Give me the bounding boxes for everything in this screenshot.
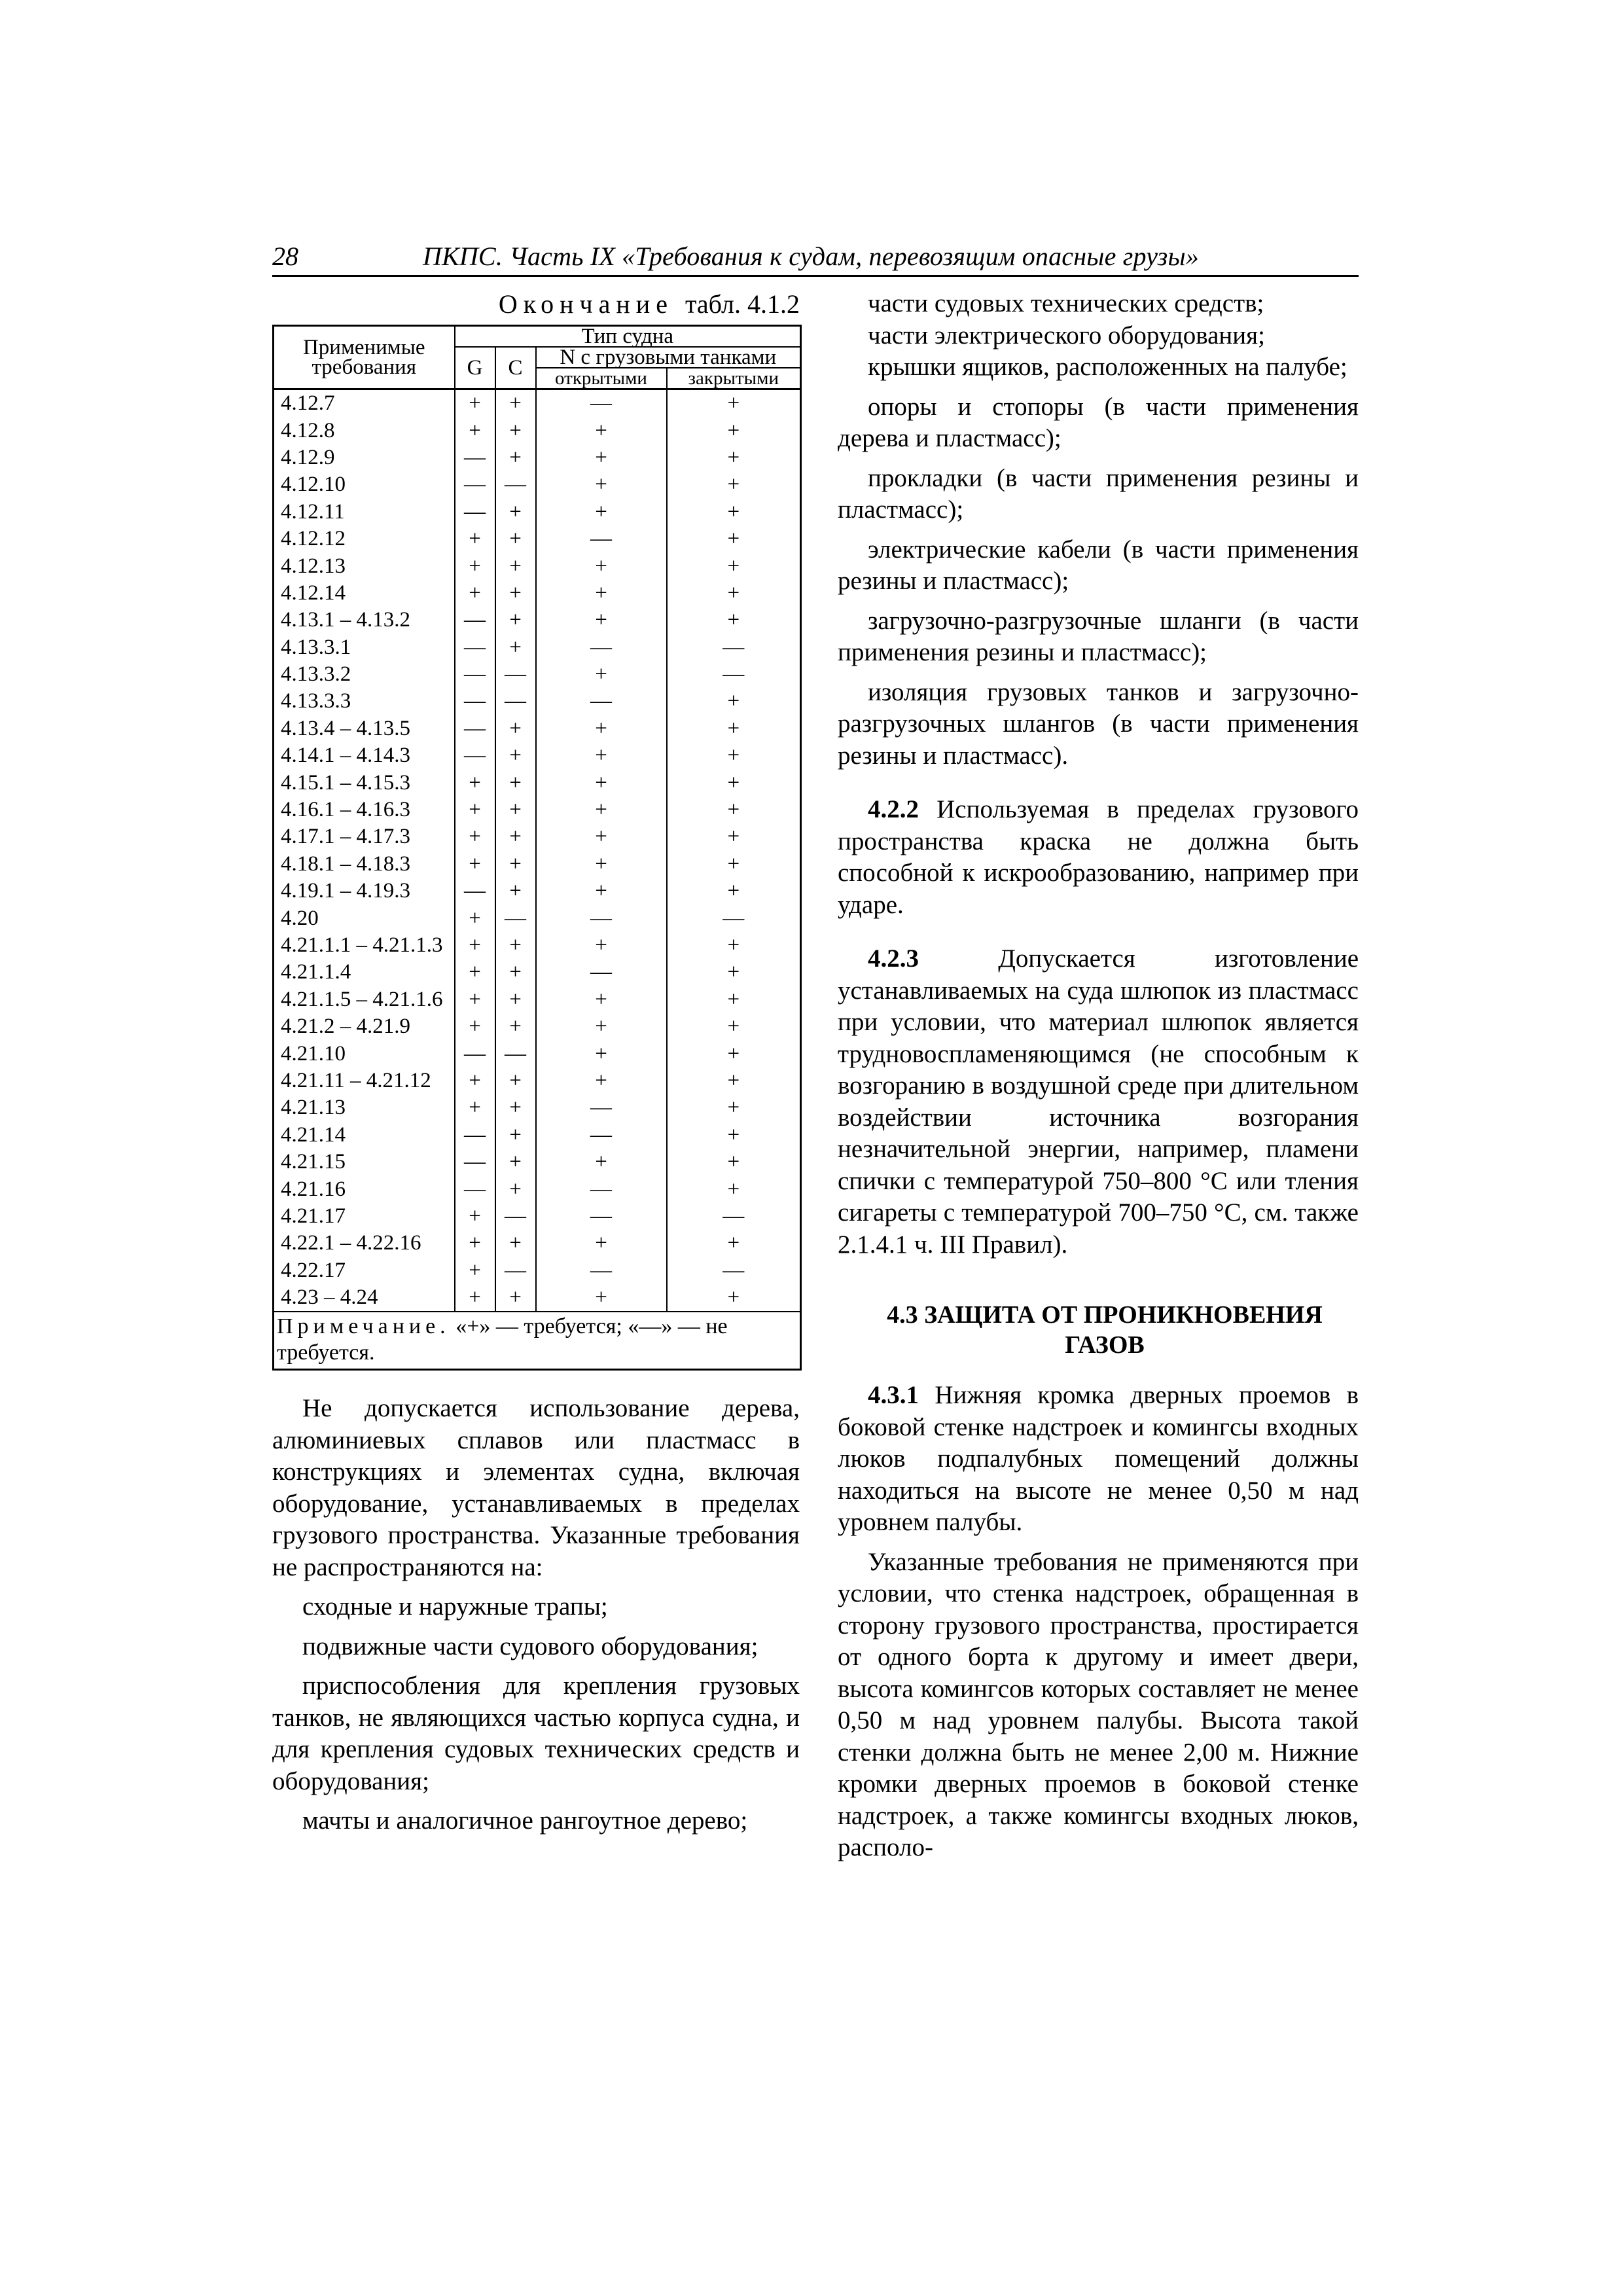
table-row [274, 1013, 801, 1040]
table-row [274, 769, 801, 796]
cell-c: + [495, 1149, 536, 1175]
cell-closed: + [667, 986, 801, 1013]
cell-c: + [495, 526, 536, 552]
cell-g: + [455, 823, 495, 850]
cell-c: + [495, 742, 536, 769]
table-row [274, 823, 801, 850]
cell-code: 4.20 [274, 905, 455, 931]
cell-g: — [455, 444, 495, 471]
cell-code: 4.14.1 – 4.14.3 [274, 742, 455, 769]
exception-item: изоляция грузовых танков и загрузочно-разгрузочных шлангов (в части применения резины и пластмасс). [838, 677, 1359, 770]
cell-g: + [455, 932, 495, 959]
cell-c: + [495, 1094, 536, 1121]
cell-open: — [536, 1122, 667, 1149]
cell-g: + [455, 580, 495, 607]
table-note-text: «+» — требуется; «—» — не требуется. [277, 1314, 728, 1365]
running-header [272, 237, 1359, 277]
cell-code: 4.12.9 [274, 444, 455, 471]
cell-g: — [455, 715, 495, 742]
cell-g: — [455, 742, 495, 769]
running-title: ПКПС. Часть IX «Требования к судам, перевозящим опасные грузы» [423, 242, 1199, 271]
cell-code: 4.16.1 – 4.16.3 [274, 797, 455, 823]
cell-closed: + [667, 607, 801, 634]
cell-code: 4.19.1 – 4.19.3 [274, 878, 455, 905]
table-row [274, 1067, 801, 1094]
cell-g: + [455, 1257, 495, 1284]
table-row [274, 797, 801, 823]
exception-item: части электрического оборудования; [868, 321, 1265, 350]
table-row [274, 661, 801, 688]
header-c: C [495, 347, 536, 389]
cell-code: 4.21.16 [274, 1175, 455, 1202]
table-row [274, 471, 801, 498]
cell-open: + [536, 661, 667, 688]
cell-c: + [495, 959, 536, 986]
cell-c: + [495, 932, 536, 959]
table-row [274, 1094, 801, 1121]
cell-closed: + [667, 823, 801, 850]
cell-g: — [455, 607, 495, 634]
requirements-table [272, 325, 802, 1371]
exception-item: подвижные части судового оборудования; [302, 1632, 758, 1660]
cell-code: 4.15.1 – 4.15.3 [274, 769, 455, 796]
cell-c: + [495, 607, 536, 634]
cell-code: 4.21.11 – 4.21.12 [274, 1067, 455, 1094]
cell-closed: — [667, 1203, 801, 1230]
cell-g: + [455, 959, 495, 986]
cell-code: 4.12.14 [274, 580, 455, 607]
table-row [274, 417, 801, 444]
table-row [274, 715, 801, 742]
cell-code: 4.18.1 – 4.18.3 [274, 851, 455, 878]
cell-c: + [495, 851, 536, 878]
right-column [838, 288, 1359, 1864]
cell-open: — [536, 634, 667, 661]
header-vessel-type: Тип судна [455, 326, 801, 348]
cell-code: 4.13.3.2 [274, 661, 455, 688]
cell-g: + [455, 1094, 495, 1121]
cell-g: — [455, 634, 495, 661]
intro-paragraph: Не допускается использование дерева, алюминиевых сплавов или пластмасс в конструкциях и элементах судна, включая оборудование, устанавливаемых в пределах грузового пространства. Указанные требования не распространяются на: [272, 1394, 800, 1581]
exception-item: мачты и аналогичное рангоутное дерево; [302, 1806, 748, 1835]
cell-c: + [495, 986, 536, 1013]
table-row [274, 851, 801, 878]
cell-g: + [455, 552, 495, 579]
cell-open: — [536, 526, 667, 552]
cell-g: + [455, 417, 495, 444]
cell-open: + [536, 1067, 667, 1094]
cell-open: + [536, 580, 667, 607]
exception-item: части судовых технических средств; [868, 289, 1264, 317]
table-row [274, 905, 801, 931]
cell-g: + [455, 1013, 495, 1040]
cell-closed: + [667, 580, 801, 607]
cell-open: + [536, 471, 667, 498]
cell-closed: + [667, 1175, 801, 1202]
cell-g: + [455, 986, 495, 1013]
cell-g: + [455, 797, 495, 823]
cell-code: 4.13.3.3 [274, 688, 455, 715]
cell-open: — [536, 1257, 667, 1284]
cell-open: + [536, 878, 667, 905]
table-row [274, 552, 801, 579]
cell-open: + [536, 1149, 667, 1175]
cell-code: 4.12.7 [274, 389, 455, 418]
cell-closed: + [667, 959, 801, 986]
cell-open: + [536, 1284, 667, 1312]
exception-item: загрузочно-разгрузочные шланги (в части применения резины и пластмасс); [838, 606, 1359, 666]
paragraph-4-3-1 [838, 1380, 1359, 1539]
table-caption-lead: Окончание [498, 289, 673, 319]
table-row [274, 986, 801, 1013]
cell-closed: — [667, 1257, 801, 1284]
left-column [272, 288, 800, 1837]
header-applicable: Применимые требования [274, 326, 455, 389]
cell-c: — [495, 1203, 536, 1230]
cell-g: — [455, 1175, 495, 1202]
cell-g: + [455, 769, 495, 796]
cell-open: + [536, 769, 667, 796]
cell-g: — [455, 1122, 495, 1149]
cell-code: 4.13.4 – 4.13.5 [274, 715, 455, 742]
cell-c: + [495, 878, 536, 905]
cell-open: + [536, 851, 667, 878]
cell-closed: + [667, 1013, 801, 1040]
paragraph-number: 4.2.2 [868, 795, 919, 823]
cell-code: 4.21.1.1 – 4.21.1.3 [274, 932, 455, 959]
header-closed: закрытыми [667, 368, 801, 389]
cell-closed: + [667, 1094, 801, 1121]
table-body [274, 389, 801, 1312]
table-row [274, 526, 801, 552]
cell-code: 4.22.17 [274, 1257, 455, 1284]
cell-open: + [536, 823, 667, 850]
cell-code: 4.13.3.1 [274, 634, 455, 661]
table-row [274, 389, 801, 418]
cell-closed: + [667, 1284, 801, 1312]
cell-closed: + [667, 499, 801, 526]
header-g: G [455, 347, 495, 389]
table-row [274, 1230, 801, 1257]
cell-c: — [495, 688, 536, 715]
cell-c: + [495, 499, 536, 526]
cell-g: + [455, 905, 495, 931]
cell-code: 4.21.2 – 4.21.9 [274, 1013, 455, 1040]
cell-closed: + [667, 526, 801, 552]
cell-closed: — [667, 661, 801, 688]
section-heading: 4.3 ЗАЩИТА ОТ ПРОНИКНОВЕНИЯ ГАЗОВ [887, 1301, 1323, 1359]
cell-c: + [495, 715, 536, 742]
cell-closed: + [667, 797, 801, 823]
cell-open: + [536, 1013, 667, 1040]
header-n-tanks: N с грузовыми танками [536, 347, 801, 368]
cell-closed: + [667, 715, 801, 742]
cell-c: + [495, 769, 536, 796]
cell-g: — [455, 1149, 495, 1175]
cell-c: + [495, 444, 536, 471]
cell-g: — [455, 471, 495, 498]
cell-closed: + [667, 1122, 801, 1149]
cell-code: 4.12.10 [274, 471, 455, 498]
cell-g: + [455, 1230, 495, 1257]
table-row [274, 499, 801, 526]
cell-code: 4.21.17 [274, 1203, 455, 1230]
cell-closed: + [667, 1040, 801, 1067]
cell-c: + [495, 634, 536, 661]
table-row [274, 742, 801, 769]
cell-open: + [536, 1230, 667, 1257]
paragraph-text: Нижняя кромка дверных проемов в боковой стенке надстроек и комингсы входных люков подпалубных помещений должны находиться на высоте не менее 0,50 м над уровнем палубы. [838, 1381, 1359, 1536]
cell-c: + [495, 1013, 536, 1040]
header-open: открытыми [536, 368, 667, 389]
cell-code: 4.21.1.5 – 4.21.1.6 [274, 986, 455, 1013]
cell-open: — [536, 688, 667, 715]
cell-closed: + [667, 1067, 801, 1094]
table-row [274, 444, 801, 471]
cell-c: — [495, 471, 536, 498]
paragraph-number: 4.3.1 [868, 1381, 919, 1409]
cell-c: + [495, 1175, 536, 1202]
cell-code: 4.12.12 [274, 526, 455, 552]
cell-closed: — [667, 634, 801, 661]
cell-open: + [536, 499, 667, 526]
cell-c: + [495, 389, 536, 418]
table-row [274, 607, 801, 634]
cell-c: — [495, 661, 536, 688]
exception-item: электрические кабели (в части применения резины и пластмасс); [838, 535, 1359, 595]
cell-c: + [495, 1284, 536, 1312]
cell-open: + [536, 607, 667, 634]
cell-open: — [536, 1094, 667, 1121]
page-number: 28 [272, 242, 298, 271]
cell-closed: — [667, 905, 801, 931]
table-row [274, 932, 801, 959]
cell-g: — [455, 688, 495, 715]
cell-closed: + [667, 552, 801, 579]
cell-g: — [455, 499, 495, 526]
paragraph-continuation: Указанные требования не применяются при условии, что стенка надстроек, обращенная в сторону грузового пространства, простирается от одного борта к другому и имеет двери, высота комингсов которых составляет не менее 0,50 м над уровнем палубы. Высота такой стенки должна быть не менее 2,00 м. Нижние кромки дверных проемов в боковой стенке надстроек, а также комингсы входных люков, располо- [838, 1547, 1359, 1861]
cell-closed: + [667, 742, 801, 769]
table-row [274, 878, 801, 905]
cell-g: — [455, 1040, 495, 1067]
cell-code: 4.22.1 – 4.22.16 [274, 1230, 455, 1257]
cell-c: + [495, 797, 536, 823]
cell-code: 4.12.13 [274, 552, 455, 579]
cell-open: + [536, 1040, 667, 1067]
cell-c: — [495, 1257, 536, 1284]
cell-open: + [536, 552, 667, 579]
cell-closed: + [667, 389, 801, 418]
exception-item: прокладки (в части применения резины и пластмасс); [838, 463, 1359, 524]
cell-c: + [495, 1230, 536, 1257]
table-caption [272, 288, 800, 325]
cell-closed: + [667, 932, 801, 959]
cell-g: + [455, 851, 495, 878]
cell-closed: + [667, 688, 801, 715]
cell-c: + [495, 552, 536, 579]
cell-code: 4.12.8 [274, 417, 455, 444]
exception-item: сходные и наружные трапы; [302, 1592, 608, 1621]
cell-open: — [536, 389, 667, 418]
table-row [274, 580, 801, 607]
cell-c: + [495, 417, 536, 444]
cell-c: + [495, 580, 536, 607]
paragraph-4-2-2 [838, 794, 1359, 921]
cell-open: + [536, 417, 667, 444]
cell-closed: + [667, 471, 801, 498]
cell-closed: + [667, 444, 801, 471]
exception-item: крышки ящиков, расположенных на палубе; [868, 353, 1347, 381]
exception-item: приспособления для крепления грузовых танков, не являющихся частью корпуса судна, и для крепления судовых технических средств и оборудования; [272, 1672, 800, 1795]
table-note [274, 1312, 801, 1370]
table-row [274, 1175, 801, 1202]
exception-item: опоры и стопоры (в части применения дерева и пластмасс); [838, 392, 1359, 452]
cell-open: + [536, 797, 667, 823]
paragraph-text: Используемая в пределах грузового пространства краска не должна быть способной к искрообразованию, например при ударе. [838, 795, 1359, 919]
table-row [274, 1040, 801, 1067]
table-caption-ref: табл. 4.1.2 [685, 289, 800, 319]
cell-open: + [536, 986, 667, 1013]
cell-closed: + [667, 1230, 801, 1257]
cell-code: 4.21.13 [274, 1094, 455, 1121]
cell-open: + [536, 742, 667, 769]
cell-code: 4.13.1 – 4.13.2 [274, 607, 455, 634]
cell-open: — [536, 905, 667, 931]
cell-open: — [536, 1203, 667, 1230]
table-row [274, 1203, 801, 1230]
cell-code: 4.17.1 – 4.17.3 [274, 823, 455, 850]
table-row [274, 1257, 801, 1284]
cell-g: — [455, 661, 495, 688]
cell-g: + [455, 389, 495, 418]
paragraph-number: 4.2.3 [868, 944, 919, 973]
cell-code: 4.12.11 [274, 499, 455, 526]
cell-c: — [495, 1040, 536, 1067]
cell-closed: + [667, 851, 801, 878]
cell-c: + [495, 1067, 536, 1094]
cell-closed: + [667, 769, 801, 796]
table-row [274, 959, 801, 986]
cell-g: — [455, 878, 495, 905]
cell-open: + [536, 932, 667, 959]
table-row [274, 1149, 801, 1175]
cell-open: + [536, 444, 667, 471]
cell-code: 4.23 – 4.24 [274, 1284, 455, 1312]
cell-closed: + [667, 417, 801, 444]
cell-g: + [455, 526, 495, 552]
cell-g: + [455, 1284, 495, 1312]
table-row [274, 1122, 801, 1149]
table-note-lead: Примечание. [277, 1314, 450, 1339]
cell-c: — [495, 905, 536, 931]
table-row [274, 634, 801, 661]
cell-code: 4.21.1.4 [274, 959, 455, 986]
cell-code: 4.21.15 [274, 1149, 455, 1175]
paragraph-text: Допускается изготовление устанавливаемых на суда шлюпок из пластмасс при условии, что материал шлюпок является трудновоспламеняющимся (не способным к возгоранию в воздушной среде при длительном воздействии источника возгорания незначительной энергии, например, пламени спички с температурой 750–800 °С или тления сигареты с температурой 700–750 °С, см. также 2.1.4.1 ч. III Правил). [838, 944, 1359, 1259]
paragraph-4-2-3 [838, 943, 1359, 1261]
cell-open: + [536, 715, 667, 742]
cell-code: 4.21.10 [274, 1040, 455, 1067]
cell-open: — [536, 959, 667, 986]
cell-g: + [455, 1067, 495, 1094]
cell-c: + [495, 1122, 536, 1149]
cell-closed: + [667, 1149, 801, 1175]
table-row [274, 688, 801, 715]
cell-code: 4.21.14 [274, 1122, 455, 1149]
table-row [274, 1284, 801, 1312]
cell-closed: + [667, 878, 801, 905]
cell-g: + [455, 1203, 495, 1230]
cell-open: — [536, 1175, 667, 1202]
cell-c: + [495, 823, 536, 850]
